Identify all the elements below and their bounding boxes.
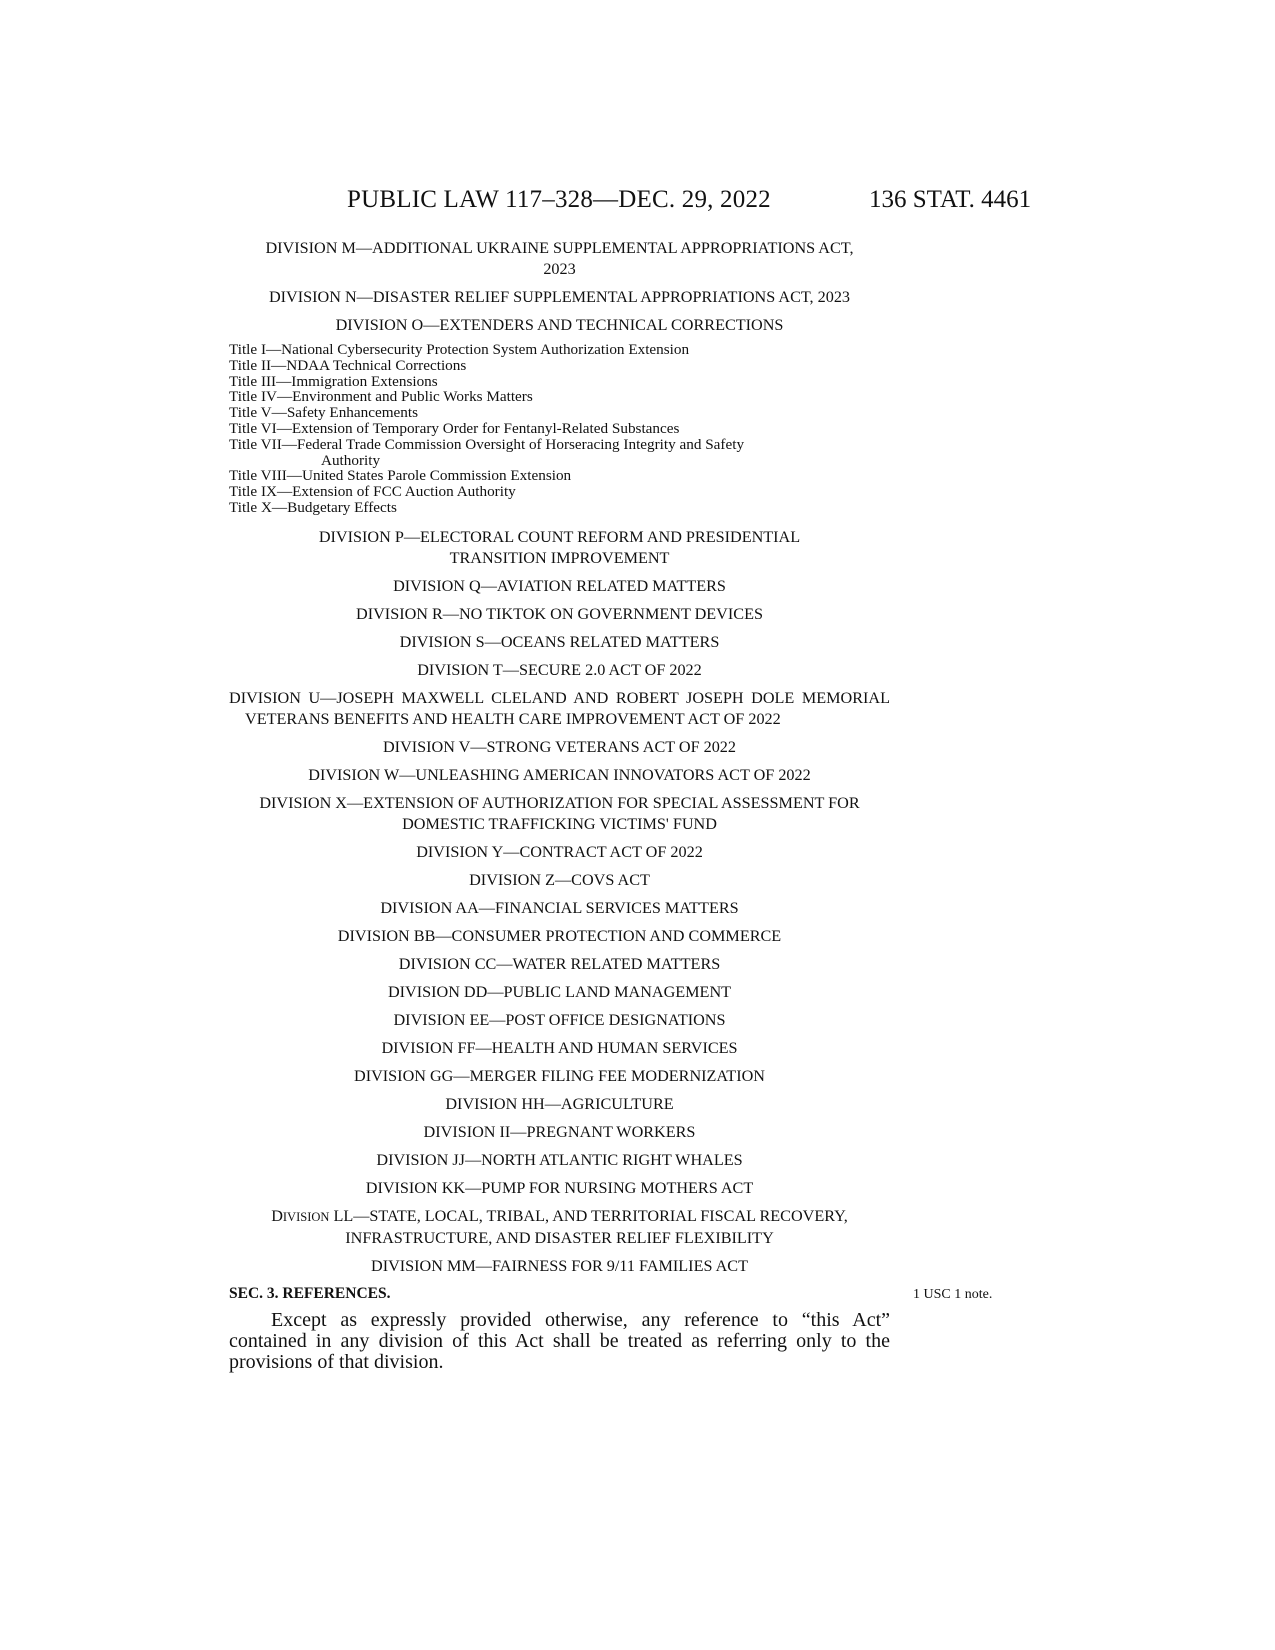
division-ll-title: LL—STATE, LOCAL, TRIBAL, AND TERRITORIAL FISCAL RECOVERY, INFRASTRUCTURE, AND DISASTER RELIEF FLEXIBILITY — [329, 1206, 848, 1247]
title-item: Title II—NDAA Technical Corrections — [229, 356, 467, 374]
title-item: Title IX—Extension of FCC Auction Authority — [229, 483, 516, 501]
title-item: Title III—Immigration Extensions — [229, 372, 438, 390]
division-heading: DIVISION HH—AGRICULTURE — [445, 1094, 674, 1113]
division-ll-prefix-initial: D — [271, 1206, 283, 1225]
section-heading — [229, 1284, 993, 1304]
division-ll-prefix-smallcaps: IVISION — [282, 1209, 330, 1224]
division-heading: DIVISION V—STRONG VETERANS ACT OF 2022 — [382, 737, 736, 756]
title-list — [229, 342, 890, 516]
division-heading: DIVISION O—EXTENDERS AND TECHNICAL CORRECTIONS — [335, 316, 784, 334]
page-header-law: PUBLIC LAW 117–328—DEC. 29, 2022 — [347, 186, 771, 213]
division-heading: DIVISION AA—FINANCIAL SERVICES MATTERS — [380, 898, 739, 917]
division-heading: DIVISION DD—PUBLIC LAND MANAGEMENT — [387, 982, 732, 1001]
division-heading: DIVISION EE—POST OFFICE DESIGNATIONS — [393, 1010, 726, 1029]
division-heading: DIVISION R—NO TIKTOK ON GOVERNMENT DEVICES — [356, 604, 763, 623]
division-heading: DIVISION U—JOSEPH MAXWELL CLELAND AND ROBERT JOSEPH DOLE MEMORIAL VETERANS BENEFITS AND HEALTH CARE IMPROVEMENT ACT OF 2022 — [229, 688, 890, 728]
division-heading: DIVISION Q—AVIATION RELATED MATTERS — [393, 576, 726, 595]
division-heading: DIVISION X—EXTENSION OF AUTHORIZATION FOR SPECIAL ASSESSMENT FOR DOMESTIC TRAFFICKING VICTIMS' FUND — [259, 793, 860, 833]
section-heading-text: SEC. 3. REFERENCES. — [229, 1284, 391, 1302]
division-heading: DIVISION II—PREGNANT WORKERS — [423, 1122, 696, 1141]
title-item: Title V—Safety Enhancements — [229, 404, 418, 422]
title-item: Title VI—Extension of Temporary Order for Fentanyl-Related Substances — [229, 419, 680, 437]
division-heading: DIVISION S—OCEANS RELATED MATTERS — [399, 632, 720, 651]
title-item: Title I—National Cybersecurity Protection System Authorization Extension — [229, 341, 690, 358]
text-column — [229, 238, 993, 1373]
division-heading: DIVISION P—ELECTORAL COUNT REFORM AND PRESIDENTIAL TRANSITION IMPROVEMENT — [318, 527, 801, 567]
division-heading: DIVISION JJ—NORTH ATLANTIC RIGHT WHALES — [376, 1150, 743, 1169]
division-heading: DIVISION GG—MERGER FILING FEE MODERNIZATION — [354, 1066, 765, 1085]
division-heading: DIVISION M—ADDITIONAL UKRAINE SUPPLEMENTAL APPROPRIATIONS ACT, 2023 — [265, 239, 854, 278]
title-item: Title VII—Federal Trade Commission Oversight of Horseracing Integrity and Safety — [229, 435, 745, 453]
margin-note: 1 USC 1 note. — [913, 1286, 993, 1302]
title-item: Title IV—Environment and Public Works Matters — [229, 388, 533, 406]
title-item-continuation: Authority — [321, 451, 381, 469]
division-heading: DIVISION Y—CONTRACT ACT OF 2022 — [416, 842, 703, 861]
division-heading: DIVISION W—UNLEASHING AMERICAN INNOVATORS ACT OF 2022 — [308, 765, 811, 784]
division-heading: DIVISION KK—PUMP FOR NURSING MOTHERS ACT — [365, 1178, 754, 1197]
section-body: Except as expressly provided otherwise, any reference to “this Act” contained in any division of this Act shall be treated as referring only to the provisions of that division. — [229, 1308, 890, 1373]
division-heading: DIVISION CC—WATER RELATED MATTERS — [398, 954, 721, 973]
title-item: Title X—Budgetary Effects — [229, 498, 397, 516]
division-heading: DIVISION FF—HEALTH AND HUMAN SERVICES — [381, 1038, 738, 1057]
division-heading: DIVISION MM—FAIRNESS FOR 9/11 FAMILIES ACT — [371, 1256, 748, 1275]
title-item: Title VIII—United States Parole Commission Extension — [229, 467, 572, 485]
division-heading: DIVISION N—DISASTER RELIEF SUPPLEMENTAL APPROPRIATIONS ACT, 2023 — [268, 288, 851, 306]
division-heading-ll — [229, 1206, 890, 1249]
division-heading: DIVISION T—SECURE 2.0 ACT OF 2022 — [417, 660, 702, 679]
page-header-stat: 136 STAT. 4461 — [869, 186, 1032, 213]
division-heading: DIVISION BB—CONSUMER PROTECTION AND COMMERCE — [337, 926, 782, 945]
division-heading: DIVISION Z—COVS ACT — [469, 870, 650, 889]
